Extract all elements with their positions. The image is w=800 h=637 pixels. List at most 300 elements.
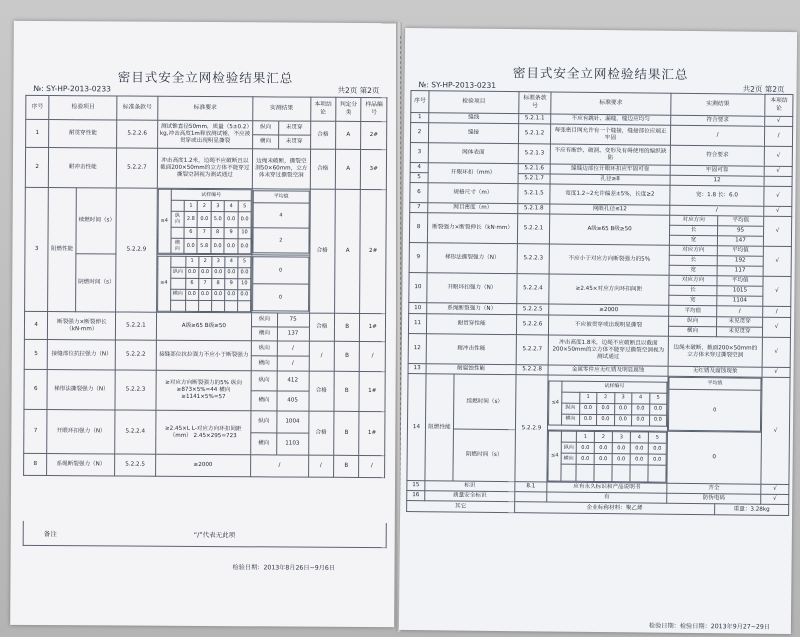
table-cell: 0 <box>667 431 762 484</box>
table-row <box>407 374 790 433</box>
table-cell <box>170 256 185 267</box>
table-row <box>158 238 252 254</box>
inspection-date: 检验日期：检验日期：2013年9月27~29日 <box>648 622 771 631</box>
table-cell <box>561 464 576 481</box>
table-cell: 纵向 <box>171 211 185 227</box>
table-cell: 其它 <box>407 501 515 513</box>
sub-table <box>157 255 252 312</box>
table-row <box>26 119 387 135</box>
table-cell: 10 <box>238 278 251 289</box>
table-cell: 0.0 <box>238 212 252 228</box>
table-row <box>253 203 308 228</box>
table-cell <box>648 465 666 482</box>
table-cell <box>547 430 668 483</box>
table-cell: 405 <box>277 391 309 411</box>
table-cell: 13 <box>408 364 426 374</box>
table-cell: √ <box>765 116 793 126</box>
table-cell: 0.0 <box>576 453 594 464</box>
table-cell: 0.0 <box>238 267 251 278</box>
table-cell: 耐贯穿性能 <box>49 120 117 148</box>
results-table <box>406 90 793 516</box>
table-cell: 5.2.1.1 <box>519 114 551 124</box>
table-cell: ≥对应方向断裂强力的5% 纵向≥873×5%=44 横向≥1141×5%=57 <box>156 370 252 411</box>
table-cell: A <box>335 149 361 189</box>
table-cell: 未见贯穿 <box>716 327 762 337</box>
table-cell: 宽 <box>669 265 717 276</box>
table-cell: 规格尺寸（m） <box>428 183 518 204</box>
table-cell: 7 <box>198 278 211 289</box>
table-cell: 冲击高度1.2米，边绳不应破断且以截面200×50mm的立方体不能穿过撕裂空洞视为测试通过 <box>157 148 253 189</box>
table-cell: / <box>670 125 764 146</box>
table-cell: √ <box>762 317 790 337</box>
table-cell: 标准条款号 <box>519 92 551 114</box>
page-title: 密目式安全立网检验结果汇总 <box>512 65 689 82</box>
table-cell: 0.0 <box>224 212 238 228</box>
table-cell: / <box>308 455 334 477</box>
table-row <box>407 429 790 485</box>
table-cell: 1015 <box>717 286 763 296</box>
table-cell <box>211 300 224 311</box>
table-cell: 0.0 <box>612 443 630 454</box>
table-cell: 长 <box>669 285 717 296</box>
table-cell <box>547 375 668 431</box>
table-cell: 412 <box>277 371 309 391</box>
table-cell: 0.0 <box>597 403 615 414</box>
table-row <box>24 369 385 391</box>
table-cell: 147 <box>717 236 763 246</box>
report-page-left <box>10 21 398 627</box>
table-cell <box>156 254 252 313</box>
table-row <box>157 278 251 290</box>
table-cell: 不应有断纱、破洞、变形及有碍使用的编织缺陷 <box>550 144 670 165</box>
table-cell: 3 <box>612 432 630 443</box>
table-cell: 0.0 <box>211 238 225 254</box>
table-cell: B <box>334 371 360 411</box>
table-cell: 2 <box>597 392 615 403</box>
remark-label: 备注 <box>43 530 57 539</box>
table-cell: 5 <box>410 173 428 183</box>
table-cell: 质量安全标识 <box>425 491 515 502</box>
table-cell: √ <box>764 206 792 216</box>
table-cell: / <box>359 455 385 477</box>
table-cell: 不应有跳针、漏缝，缝边应均匀 <box>551 114 671 125</box>
table-row <box>158 227 252 239</box>
table-cell: 2 <box>410 123 428 143</box>
table-cell: / <box>309 341 335 371</box>
table-cell: 0.0 <box>594 442 612 453</box>
table-cell: ≤4 <box>548 431 562 481</box>
table-cell: 0.0 <box>185 289 198 300</box>
header-cell: 实测结果 <box>253 97 310 121</box>
table-cell: 2# <box>360 189 386 313</box>
table-cell: 5.2.1.2 <box>518 124 550 144</box>
table-cell: 1# <box>360 313 386 341</box>
table-cell <box>252 255 310 313</box>
table-cell: 1 <box>576 431 594 442</box>
table-cell: 5 <box>648 432 666 443</box>
table-cell: 合格 <box>308 411 334 455</box>
sub-table <box>253 190 310 253</box>
table-cell: 0.0 <box>199 267 212 278</box>
table-row <box>253 257 308 284</box>
table-cell: ≤4 <box>158 189 171 253</box>
table-cell: 宽：1.8 长：6.0 <box>670 185 764 206</box>
table-cell: 3 <box>212 256 225 267</box>
table-cell: 75 <box>277 313 309 327</box>
table-cell: √ <box>761 494 789 504</box>
table-cell <box>612 465 630 482</box>
table-cell: 6 <box>24 369 48 409</box>
table-cell: 0.0 <box>211 289 224 300</box>
table-cell: / <box>763 306 791 317</box>
table-cell: 断裂强力×断裂伸长（kN·mm） <box>48 312 116 340</box>
table-cell: 4 <box>225 256 238 267</box>
table-cell: 2# <box>361 121 387 149</box>
table-cell: 试样编号 <box>562 381 667 393</box>
sub-table <box>252 256 309 311</box>
table-cell <box>562 392 580 403</box>
table-cell <box>238 300 251 311</box>
table-cell: 192 <box>717 256 763 266</box>
table-cell: 纵向 <box>253 121 279 135</box>
table-cell: 4 <box>410 163 428 173</box>
table-row <box>24 311 385 327</box>
table-cell: 5.2.2.6 <box>516 315 548 335</box>
table-cell: 缝接 <box>428 123 518 144</box>
table-cell: √ <box>761 377 790 484</box>
table-cell: 5.2.2.5 <box>115 454 155 476</box>
table-cell: 8 <box>409 213 427 243</box>
table-cell: 宽 <box>669 235 717 246</box>
table-cell: 横向 <box>251 433 277 455</box>
table-cell: 宽 <box>669 295 717 306</box>
table-cell: 5.2.2.5 <box>517 304 549 315</box>
table-cell: 横向 <box>170 289 185 300</box>
table-cell: B <box>334 411 360 455</box>
table-cell: 梯形法撕裂强力（N） <box>47 370 115 410</box>
results-table <box>23 95 387 478</box>
table-cell: 1 <box>579 392 597 403</box>
table-cell: 0.0 <box>224 238 238 254</box>
table-cell: ≥2000 <box>549 304 669 316</box>
table-cell <box>225 300 238 311</box>
table-cell: 牢固可靠 <box>670 165 764 176</box>
table-cell: 缝缝边部位开眼环扣应牢固可靠 <box>550 164 670 175</box>
table-cell: 5 <box>238 256 251 267</box>
table-cell: 2 <box>25 147 49 187</box>
header-cell: 检验项目 <box>49 96 117 120</box>
table-cell: 8 <box>212 278 225 289</box>
table-cell: 5.2.2.7 <box>117 148 158 188</box>
table-cell: ≥2.45×L L-对应方向环扣间距（mm） 2.45×295=723 <box>155 410 251 455</box>
table-cell: 边绳未破断，撕裂空洞50×60mm，立方体未穿过撕裂空洞 <box>252 149 310 189</box>
table-cell: 0.0 <box>579 403 597 414</box>
table-cell: 10 <box>409 303 427 314</box>
table-cell: 5.2.2.8 <box>516 365 548 375</box>
table-cell: 14 <box>407 374 426 481</box>
table-cell: 95 <box>718 226 764 236</box>
table-cell: √ <box>764 166 792 176</box>
table-cell: 5.2.2.4 <box>517 274 549 304</box>
table-cell: 0.0 <box>576 442 594 453</box>
table-cell: / <box>277 341 309 356</box>
table-row <box>548 464 666 482</box>
table-cell: 5.2.2.3 <box>517 244 549 274</box>
table-cell <box>630 465 648 482</box>
table-row <box>253 191 308 203</box>
table-cell: 5.2.2.9 <box>116 188 157 312</box>
table-cell: 0.0 <box>649 415 667 426</box>
table-cell: 15 <box>407 481 425 491</box>
table-cell: 0.0 <box>198 289 211 300</box>
table-cell: 断裂强力×断裂伸长（kN·mm） <box>427 213 517 244</box>
table-cell: 实测结果 <box>671 93 765 116</box>
table-cell: 5 <box>24 339 48 369</box>
table-cell <box>170 300 185 311</box>
table-cell: 本项结论 <box>765 94 793 116</box>
remark-text: “/”代表无此项 <box>193 530 236 540</box>
table-cell: 3# <box>361 149 387 189</box>
table-cell: 0.0 <box>612 454 630 465</box>
table-cell: 纵向 <box>251 411 277 433</box>
report-page-right <box>399 28 797 634</box>
table-cell: 试样编号 <box>171 189 252 200</box>
table-cell: 0.0 <box>614 414 632 425</box>
table-cell: B <box>334 341 360 371</box>
table-cell: 开眼环扣（mm） <box>428 163 518 184</box>
table-cell: 6 <box>410 183 428 203</box>
table-cell: 5.2.1.5 <box>518 184 550 204</box>
table-cell: 5.2.1.7 <box>518 174 550 184</box>
table-cell: 合格 <box>309 189 335 313</box>
table-cell: 纵向 <box>251 371 277 391</box>
table-cell: 3 <box>410 143 428 163</box>
table-row <box>157 300 251 312</box>
table-cell: A <box>335 189 361 313</box>
table-cell: 137 <box>277 327 309 341</box>
table-cell: √ <box>762 367 790 377</box>
table-cell: 0.0 <box>184 238 198 254</box>
header-cell: 标准要求 <box>157 96 253 121</box>
table-cell: 阻燃性能 <box>48 188 76 312</box>
table-cell: 合格 <box>308 371 334 411</box>
table-cell: 3 <box>614 392 632 403</box>
table-cell: 无红锈及腐蚀现象 <box>668 366 762 377</box>
header-cell: 序号 <box>26 95 49 119</box>
table-cell: 平均值 <box>253 191 308 203</box>
table-row <box>669 377 761 390</box>
table-cell: 4 <box>630 432 648 443</box>
table-cell: 117 <box>717 266 763 276</box>
table-cell: 0.0 <box>238 238 252 254</box>
table-cell: 1# <box>359 371 385 411</box>
page-title: 密目式安全立网检验结果汇总 <box>117 69 294 86</box>
table-row <box>24 339 385 356</box>
table-cell: B <box>334 455 360 477</box>
table-cell: 5.2.2.6 <box>117 120 157 148</box>
document-number: №: SY-HP-2013-0233 <box>33 83 111 94</box>
table-cell: 横向 <box>251 356 277 371</box>
header-cell: 标准条款号 <box>117 96 157 120</box>
table-cell: 0.0 <box>198 211 212 227</box>
table-cell: 长 <box>669 255 717 266</box>
table-cell: 0.0 <box>579 414 597 425</box>
table-cell: 合格 <box>310 149 336 189</box>
table-cell: 横向 <box>668 326 716 337</box>
table-cell: 5.2.2.1 <box>517 214 549 244</box>
table-row <box>25 147 386 189</box>
table-cell: / <box>764 126 792 146</box>
flame-subtable <box>157 189 252 255</box>
table-cell: 6 <box>185 278 198 289</box>
table-cell: 横向 <box>561 453 576 464</box>
table-cell: 5.2.2.2 <box>116 340 157 370</box>
table-cell <box>252 189 310 255</box>
table-cell: 有 <box>547 492 667 503</box>
table-cell: 耐冲击性能 <box>49 148 117 188</box>
table-cell: √ <box>764 146 792 166</box>
table-cell: 5.2.2.4 <box>115 410 156 454</box>
table-cell: 2 <box>199 256 212 267</box>
table-cell: 0.0 <box>597 414 615 425</box>
table-cell: √ <box>764 186 792 206</box>
table-cell: √ <box>763 216 791 246</box>
table-cell: A <box>336 121 362 149</box>
table-cell: 梯形法撕裂强力（N） <box>427 243 517 274</box>
table-cell <box>594 464 612 481</box>
table-cell: 5.2.2.9 <box>515 375 548 482</box>
table-cell: 0 <box>253 257 308 284</box>
table-cell: 纵向 <box>170 267 185 278</box>
table-cell: 3 <box>211 201 224 212</box>
table-cell: 对应方向 <box>670 215 718 226</box>
table-row <box>549 413 667 425</box>
table-cell: 平均值 <box>669 305 717 317</box>
table-cell: √ <box>761 484 789 494</box>
table-cell <box>171 227 184 238</box>
table-cell: 11 <box>408 314 426 334</box>
table-cell <box>170 278 185 289</box>
table-cell: 纵向 <box>669 316 717 327</box>
table-cell: 符合要求 <box>671 115 765 126</box>
table-cell <box>171 200 184 211</box>
table-header <box>26 95 387 121</box>
table-cell: 应有永久标识和产品说明书 <box>547 482 667 493</box>
table-cell: 12 <box>408 334 426 364</box>
table-cell: 4 <box>24 311 48 339</box>
table-cell <box>764 176 792 186</box>
table-cell: 8 <box>211 227 224 238</box>
table-cell: 平均值 <box>718 216 764 226</box>
table-cell <box>515 492 547 502</box>
table-row <box>158 211 252 227</box>
table-cell: 金属零件应无红锈及明显腐蚀 <box>548 365 668 376</box>
table-cell: 缝线 <box>429 113 519 124</box>
table-row <box>253 228 308 253</box>
table-cell: / <box>277 356 309 371</box>
table-cell: 系绳断裂强力（N） <box>427 303 517 315</box>
table-cell <box>198 300 211 311</box>
table-cell: 1104 <box>717 296 763 306</box>
table-cell <box>157 188 253 255</box>
table-cell: 长 <box>670 225 718 236</box>
table-cell: 网体表面 <box>428 143 518 164</box>
table-cell: √ <box>763 246 791 276</box>
table-cell: 标准要求 <box>551 92 671 115</box>
table-cell: 12 <box>670 175 764 186</box>
table-cell <box>667 376 762 432</box>
table-cell: 开眼环扣强力（N） <box>427 273 517 304</box>
table-cell: 0.0 <box>632 403 650 414</box>
table-cell: 0.0 <box>225 289 238 300</box>
table-cell: 接缝部位抗拉强力（N） <box>48 340 116 370</box>
table-cell: 纵向 <box>561 442 576 453</box>
remark-row <box>23 521 387 548</box>
table-row <box>24 409 385 433</box>
table-cell: 0.0 <box>614 403 632 414</box>
table-cell: 5.2.1.3 <box>518 144 550 164</box>
table-cell: 5.2.2.1 <box>116 312 156 340</box>
table-cell: 8.1 <box>515 482 547 492</box>
table-cell: 5 <box>238 201 252 212</box>
table-cell: 0.0 <box>630 443 648 454</box>
table-cell: 4 <box>253 203 308 228</box>
table-cell: 耐冲击性能 <box>426 334 516 365</box>
table-cell: 7 <box>410 203 428 213</box>
table-cell: ≥2000 <box>155 454 251 477</box>
table-cell: 10 <box>238 227 252 238</box>
table-cell: 3 <box>25 187 49 311</box>
table-cell <box>185 300 198 311</box>
table-cell: 阴燃时间（s） <box>453 429 516 482</box>
table-cell: / <box>717 306 763 317</box>
table-cell: 续燃时间（s） <box>453 374 516 430</box>
table-cell: 0.0 <box>594 453 612 464</box>
table-cell: 合格 <box>309 313 335 341</box>
table-cell: 9 <box>409 243 427 273</box>
table-cell: 重量：3.28kg <box>715 504 789 516</box>
table-cell: 5.0 <box>211 212 225 228</box>
sub-table <box>548 380 667 426</box>
table-cell: 纵向 <box>252 313 278 327</box>
table-cell: 4 <box>224 201 237 212</box>
table-cell: 网目密度（m） <box>428 203 518 214</box>
table-cell: 开眼环扣强力（N） <box>47 410 115 454</box>
table-cell: 1 <box>411 113 429 123</box>
header-cell: 样品编号 <box>361 97 387 121</box>
table-cell: 未贯穿 <box>278 121 310 135</box>
table-row <box>25 187 386 255</box>
table-cell: 10 <box>409 273 427 303</box>
table-cell: 纵向 <box>251 341 277 356</box>
table-cell: 系绳断裂强力（N） <box>47 454 115 476</box>
table-cell: 未贯穿 <box>278 135 310 149</box>
sub-table <box>668 377 762 432</box>
table-cell: 防伪电码 <box>667 493 761 504</box>
table-cell: 2 <box>253 228 308 253</box>
table-cell: 每张密目网允许有一个缝接，缝接部位应端正牢固 <box>550 124 670 145</box>
sub-table <box>547 430 667 482</box>
table-cell: 不应被贯穿或出现明显撕裂 <box>548 315 668 336</box>
table-cell: 序号 <box>411 91 429 113</box>
table-cell: 标识 <box>425 481 515 492</box>
inspection-date: 检验日期：2013年8月26日~9月6日 <box>232 564 336 572</box>
table-cell: ≤4 <box>157 256 170 311</box>
table-cell: 9 <box>224 227 237 238</box>
table-cell: 0.0 <box>630 454 648 465</box>
table-cell: / <box>360 341 386 371</box>
table-cell: 16 <box>407 491 425 501</box>
